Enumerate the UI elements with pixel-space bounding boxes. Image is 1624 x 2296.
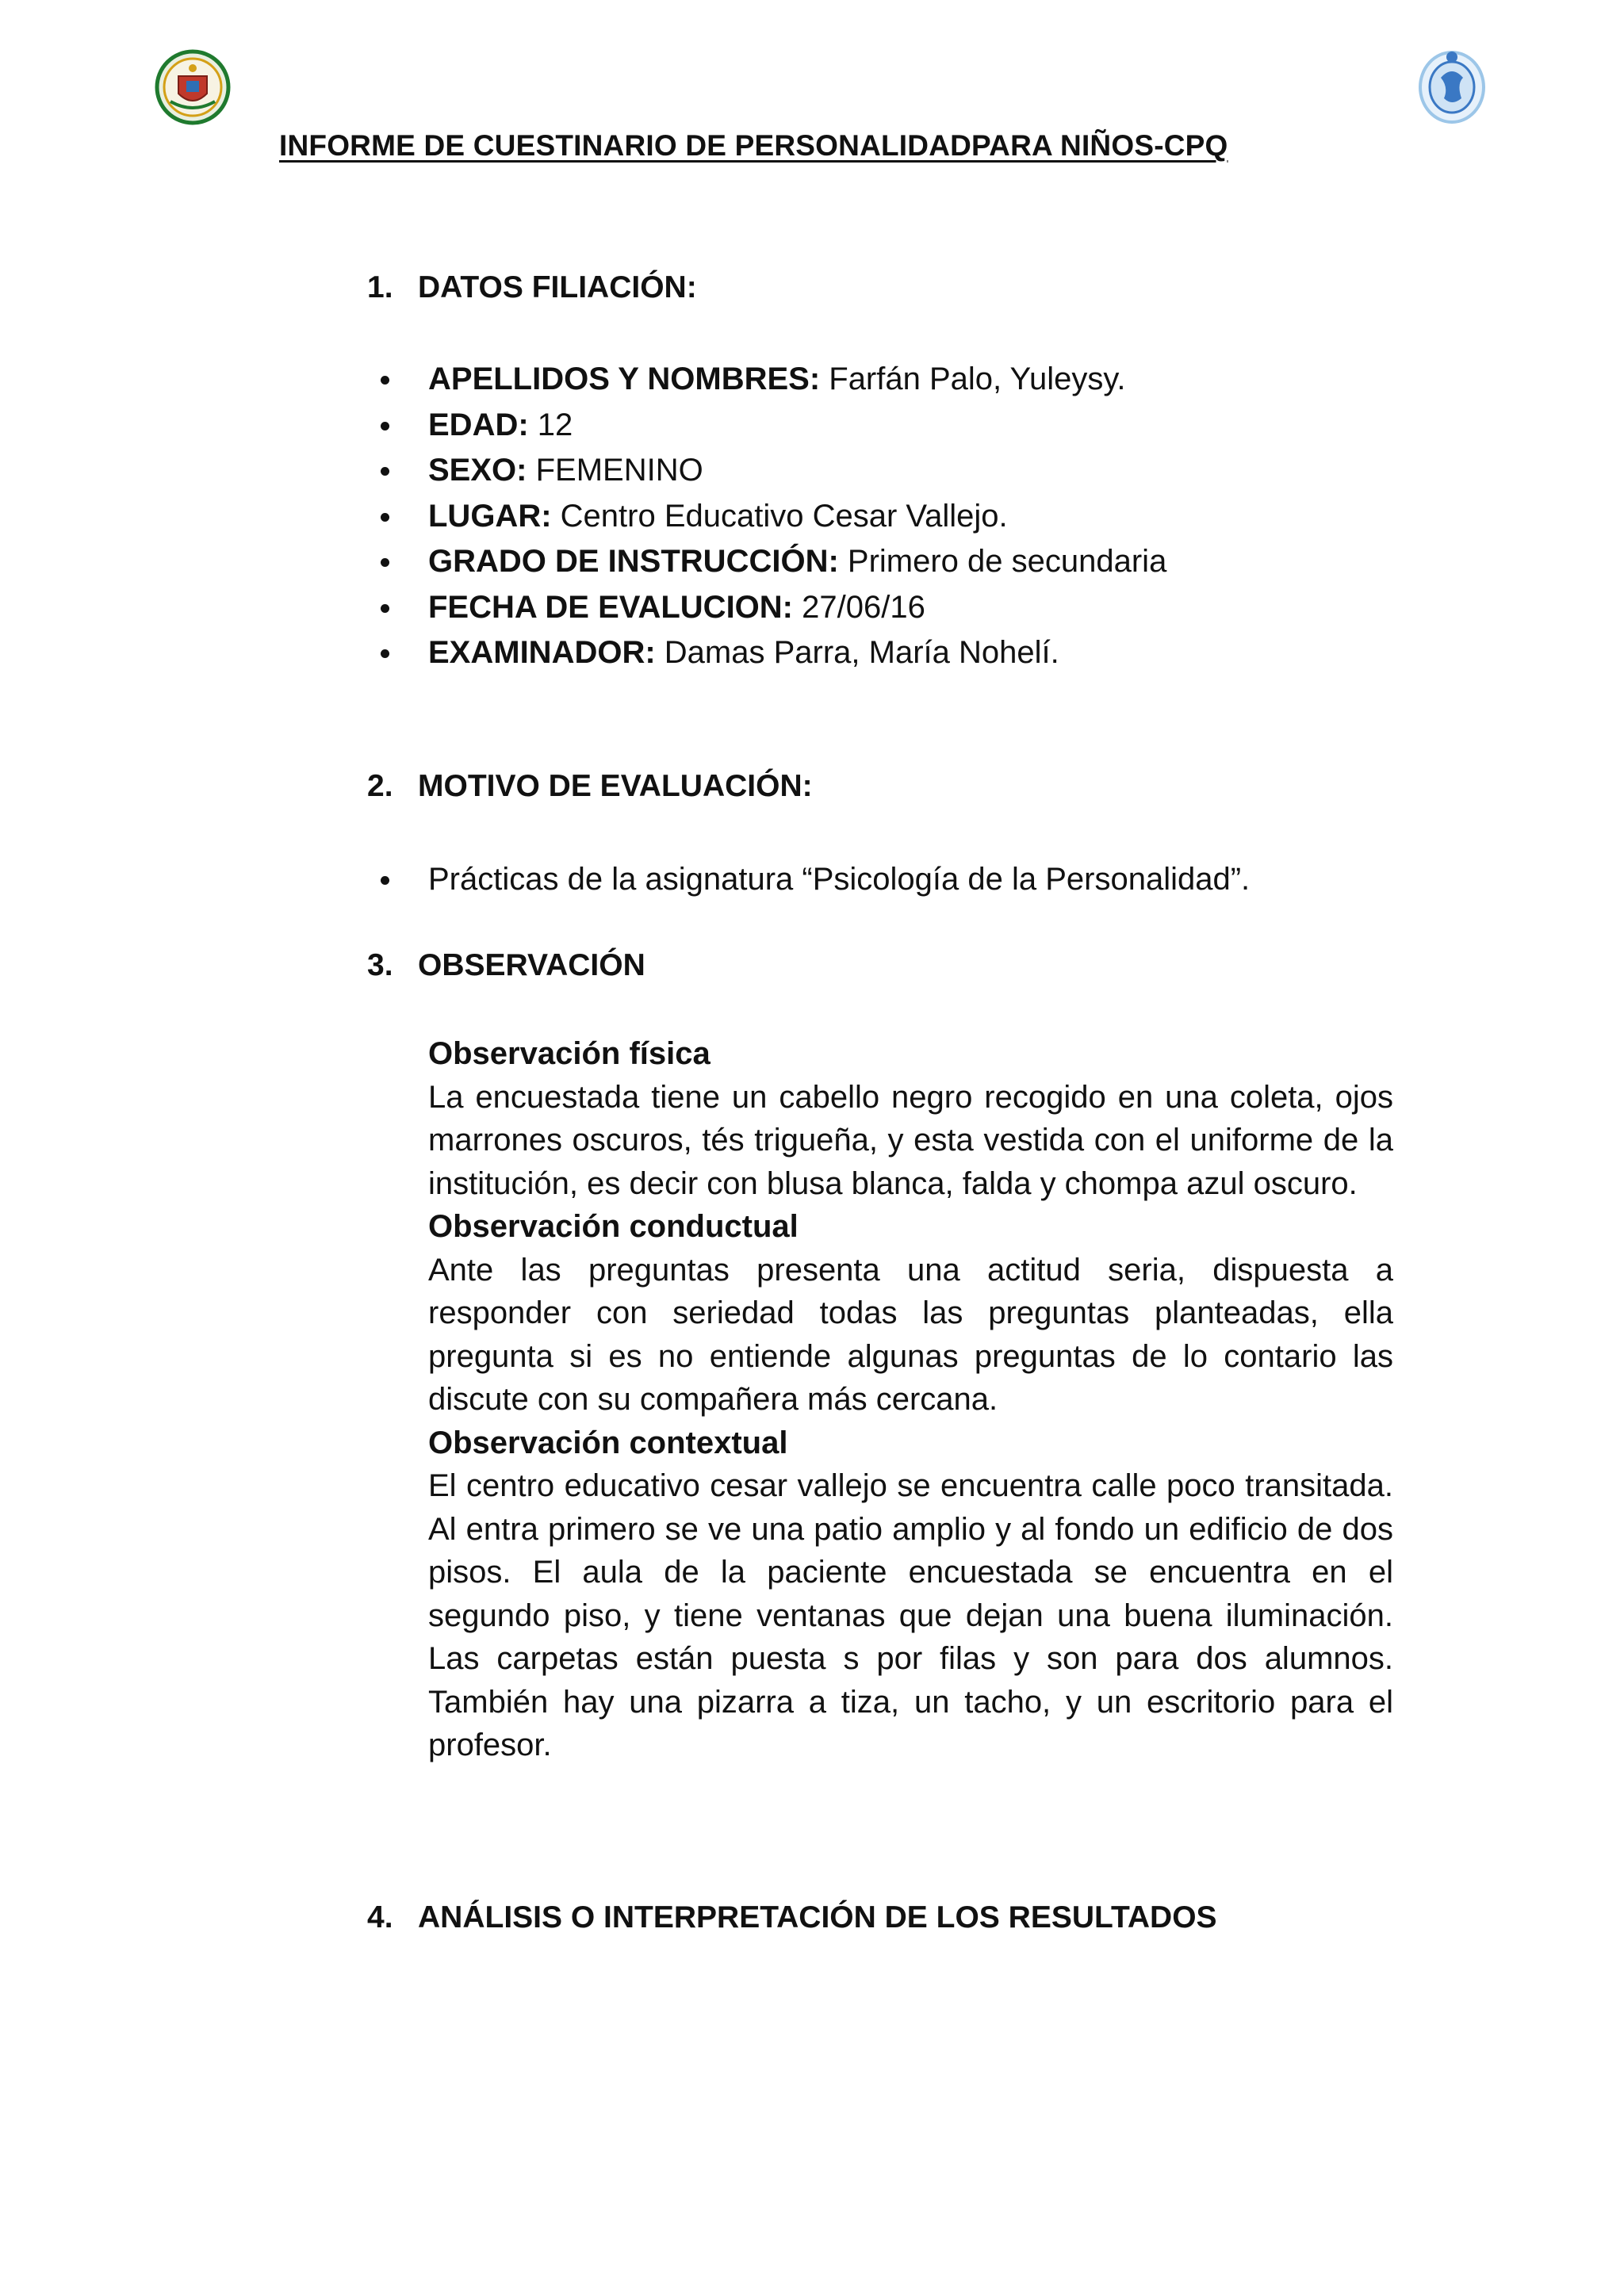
document-title: INFORME DE CUESTINARIO DE PERSONALIDADPARA NIÑOS-CPQ	[279, 129, 1228, 162]
list-item-apellidos	[373, 357, 1166, 403]
section-3-heading	[367, 948, 645, 983]
observacion-conductual-heading: Observación conductual	[428, 1209, 799, 1244]
bullet-icon	[381, 649, 389, 658]
emblem-logo	[1415, 43, 1488, 125]
section-3-number: 3.	[367, 948, 393, 982]
observacion-conductual-body: Ante las preguntas presenta una actitud seria, dispuesta a responder con seriedad todas las preguntas planteadas, ella pregunta si es no entiende algunas preguntas de lo contario las discute con su compañera más cercana.	[428, 1252, 1393, 1417]
observacion-contextual-body: El centro educativo cesar vallejo se encuentra calle poco transitada. Al entra primero se ve una patio amplio y al fondo un edificio de dos pisos. El aula de la paciente encuestada se encuentra en el segundo piso, y tiene ventanas que dejan una buena iluminación. Las carpetas están puesta s por filas y son para dos alumnos. También hay una pizarra a tiza, un tacho, y un escritorio para el profesor.	[428, 1468, 1393, 1762]
section-4-heading	[367, 1900, 1217, 1935]
field-label: GRADO DE INSTRUCCIÓN:	[428, 544, 839, 579]
bullet-icon	[381, 876, 389, 885]
university-seal-logo	[155, 49, 231, 125]
list-item-edad	[373, 403, 1166, 449]
list-item-fecha	[373, 585, 1166, 631]
bullet-icon	[381, 467, 389, 476]
observacion-fisica-heading: Observación física	[428, 1036, 710, 1071]
list-item-sexo	[373, 448, 1166, 494]
list-item-motivo	[373, 857, 1250, 903]
motivo-list	[373, 857, 1250, 903]
field-value: Primero de secundaria	[838, 544, 1167, 579]
observation-block	[428, 1032, 1393, 1767]
field-label: SEXO:	[428, 453, 527, 488]
field-label: EDAD:	[428, 407, 529, 442]
field-value: 27/06/16	[793, 589, 925, 625]
section-3-title: OBSERVACIÓN	[418, 948, 645, 982]
field-value: Damas Parra, María Nohelí.	[655, 635, 1059, 670]
observacion-contextual-heading: Observación contextual	[428, 1425, 788, 1460]
field-label: EXAMINADOR:	[428, 635, 656, 670]
field-value: Farfán Palo, Yuleysy.	[820, 362, 1126, 396]
motivo-text: Prácticas de la asignatura “Psicología de la Personalidad”.	[428, 862, 1251, 897]
section-1-title: DATOS FILIACIÓN:	[418, 270, 697, 304]
field-label: APELLIDOS Y NOMBRES:	[428, 362, 821, 396]
section-2-number: 2.	[367, 769, 393, 803]
bullet-icon	[381, 376, 389, 385]
blue-globe-emblem-icon	[1415, 43, 1488, 125]
field-value: FEMENINO	[527, 453, 703, 488]
section-1-heading	[367, 270, 697, 305]
field-label: FECHA DE EVALUCION:	[428, 589, 793, 625]
bullet-icon	[381, 604, 389, 613]
list-item-grado	[373, 539, 1166, 585]
bullet-icon	[381, 422, 389, 430]
university-seal-icon	[155, 49, 231, 125]
bullet-icon	[381, 513, 389, 522]
section-4-title: ANÁLISIS O INTERPRETACIÓN DE LOS RESULTADOS	[418, 1900, 1217, 1934]
section-2-heading	[367, 769, 813, 804]
section-1-number: 1.	[367, 270, 393, 304]
bullet-icon	[381, 558, 389, 567]
section-4-number: 4.	[367, 1900, 393, 1934]
field-value: Centro Educativo Cesar Vallejo.	[551, 498, 1008, 534]
section-2-title: MOTIVO DE EVALUACIÓN:	[418, 769, 813, 803]
observacion-fisica-body: La encuestada tiene un cabello negro recogido en una coleta, ojos marrones oscuros, tés trigueña, y esta vestida con el uniforme de la institución, es decir con blusa blanca, falda y chompa azul oscuro.	[428, 1079, 1393, 1201]
field-value: 12	[528, 407, 573, 442]
filiation-list	[373, 357, 1166, 676]
list-item-examinador	[373, 630, 1166, 676]
list-item-lugar	[373, 494, 1166, 540]
field-label: LUGAR:	[428, 498, 552, 534]
